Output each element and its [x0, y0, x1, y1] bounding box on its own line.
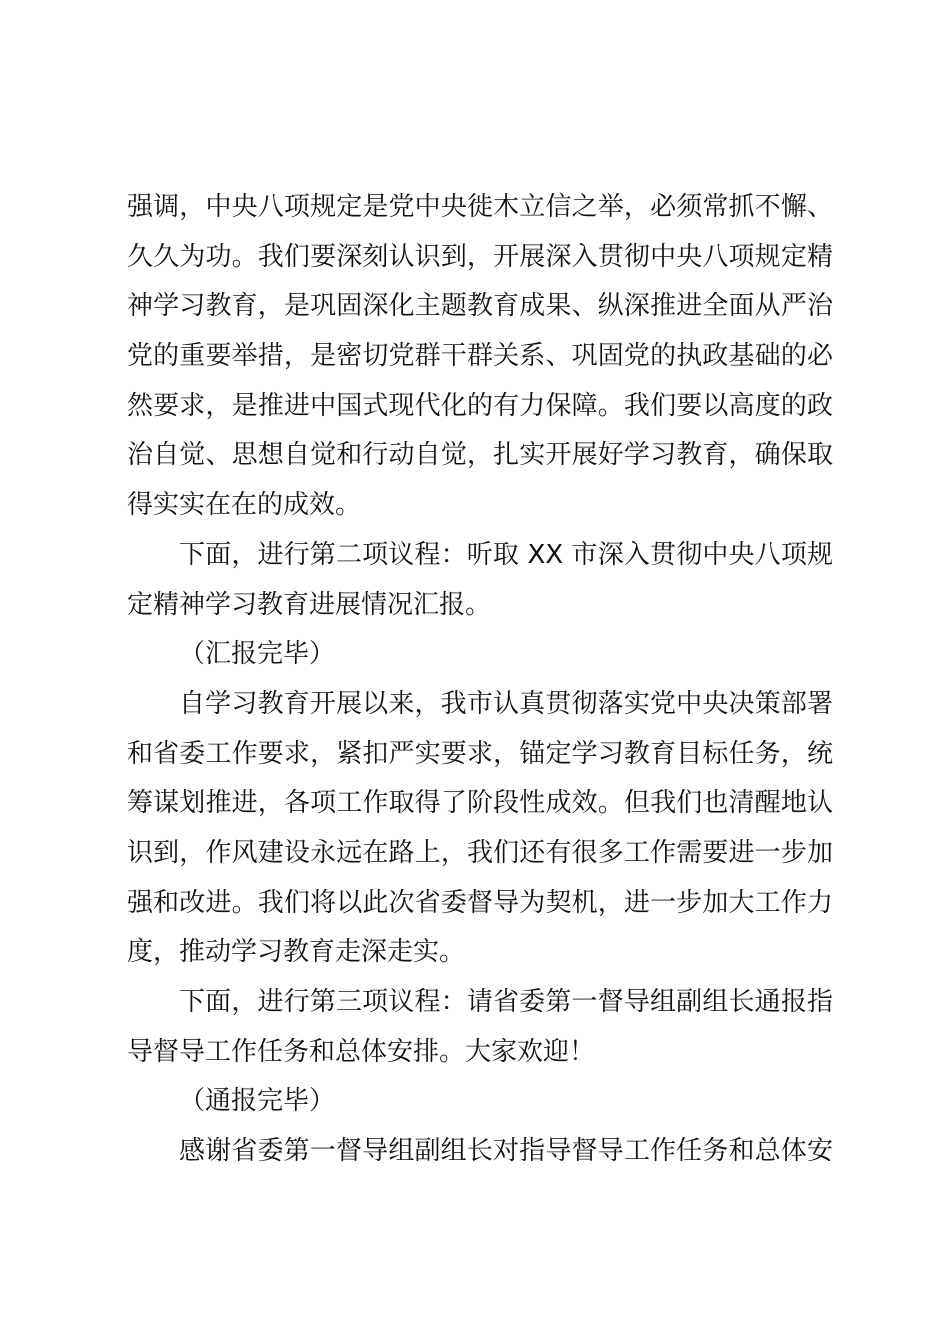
text-line: 治自觉、思想自觉和行动自觉，扎实开展好学习教育，确保取: [127, 440, 833, 471]
text-line: 久久为功。我们要深刻认识到，开展深入贯彻中央八项规定精: [127, 241, 833, 272]
text-line: 度，推动学习教育走深走实。: [127, 937, 466, 968]
text-line: 强调，中央八项规定是党中央徙木立信之举，必须常抓不懈、: [127, 192, 833, 222]
text-line: 然要求，是推进中国式现代化的有力保障。我们要以高度的政: [127, 390, 833, 421]
text-line: 党的重要举措，是密切党群干群关系、巩固党的执政基础的必: [127, 341, 833, 372]
text-line: 下面，进行第三项议程：请省委第一督导组副组长通报指: [179, 987, 833, 1017]
text-line: 导督导工作任务和总体安排。大家欢迎！: [127, 1036, 596, 1067]
text-line: （汇报完毕）: [179, 639, 336, 670]
text-line: 识到，作风建设永远在路上，我们还有很多工作需要进一步加: [127, 837, 833, 868]
text-line: 定精神学习教育进展情况汇报。: [127, 589, 492, 620]
text-line: 感谢省委第一督导组副组长对指导督导工作任务和总体安: [179, 1136, 833, 1167]
text-line: 下面，进行第二项议程：听取 XX 市深入贯彻中央八项规: [179, 539, 833, 570]
text-line: （通报完毕）: [179, 1086, 336, 1117]
text-line: 筹谋划推进，各项工作取得了阶段性成效。但我们也清醒地认: [127, 788, 833, 819]
text-line: 强和改进。我们将以此次省委督导为契机，进一步加大工作力: [127, 887, 833, 918]
text-line: 得实实在在的成效。: [127, 490, 362, 521]
text-line: 和省委工作要求，紧扣严实要求，锚定学习教育目标任务，统: [127, 738, 833, 769]
text-line: 神学习教育，是巩固深化主题教育成果、纵深推进全面从严治: [127, 291, 833, 322]
document-body: [127, 183, 833, 1177]
text-line: 自学习教育开展以来，我市认真贯彻落实党中央决策部署: [179, 688, 833, 719]
